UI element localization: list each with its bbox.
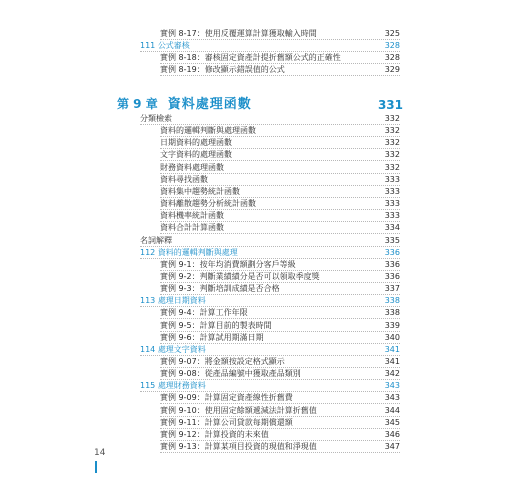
toc-entry-label: 實例 9-08：從產品編號中獲取產品類別	[160, 369, 301, 379]
toc-entry-page: 343	[384, 381, 400, 391]
toc-entry-label: 實例 8-19：修改顯示錯誤值的公式	[160, 65, 285, 75]
toc-entry-label: 實例 9-11：計算公司貸款每期償還額	[160, 417, 293, 427]
toc-entry-label: 資料離散趨勢分析統計函數	[160, 199, 256, 209]
toc-entry-page: 345	[384, 417, 400, 427]
toc-section-entry[interactable]	[140, 344, 400, 356]
toc-entry-label: 資料機率統計函數	[160, 211, 224, 221]
toc-entry-page: 334	[384, 223, 400, 233]
toc-entry-label: 資料的邏輯判斷與處理函數	[160, 126, 256, 136]
toc-entry[interactable]	[160, 125, 400, 137]
toc-entry-page: 325	[384, 29, 400, 38]
toc-entry[interactable]	[160, 259, 400, 271]
toc-entry[interactable]	[160, 198, 400, 210]
toc-entry[interactable]	[160, 392, 400, 404]
toc-entry-page: 332	[384, 114, 400, 123]
toc-entry[interactable]	[160, 429, 400, 441]
toc-entry-label: 實例 9-09：計算固定資產線性折舊費	[160, 393, 293, 403]
toc-entry-page: 333	[384, 199, 400, 209]
toc-entry[interactable]	[160, 210, 400, 222]
chapter-page: 331	[377, 98, 403, 112]
toc-entry-page: 342	[384, 369, 400, 379]
toc-entry-page: 335	[384, 235, 400, 245]
toc-entry-label: 實例 9-13：計算某項目投資的現值和淨現值	[160, 442, 317, 452]
toc-entry[interactable]	[160, 307, 400, 319]
toc-entry-label: 資料尋找函數	[160, 174, 208, 184]
toc-entry-page: 337	[384, 284, 400, 294]
toc-entry-label: 實例 9-1：按年均消費額劃分客戶等級	[160, 259, 296, 269]
toc-entry-label: 實例 9-10：使用固定餘額遞減法計算折舊值	[160, 405, 317, 415]
toc-entry-label: 實例 9-07：將金額按設定格式顯示	[160, 357, 285, 366]
toc-entry-label: 114 處理文字資料	[140, 344, 206, 354]
toc-entry-page: 328	[384, 41, 400, 51]
toc-entry[interactable]	[160, 441, 400, 453]
toc-entry-label: 113 處理日期資料	[140, 296, 206, 306]
toc-entry-page: 346	[384, 429, 400, 439]
toc-entry-page: 333	[384, 186, 400, 196]
toc-entry-page: 344	[384, 405, 400, 415]
toc-entry-label: 實例 9-3：判斷培訓成績是否合格	[160, 284, 280, 294]
toc-entry[interactable]	[160, 64, 400, 76]
toc-entry-page: 336	[384, 247, 400, 257]
toc-entry-page: 336	[384, 259, 400, 269]
page-number: 14	[94, 448, 106, 458]
toc-entry[interactable]	[160, 356, 400, 368]
toc-entry-page: 332	[384, 138, 400, 148]
toc-entry-label: 實例 9-4：計算工作年限	[160, 308, 248, 318]
toc-entry-page: 333	[384, 174, 400, 184]
toc-entry-page: 329	[384, 65, 400, 75]
toc-entry-label: 115 處理財務資料	[140, 381, 206, 391]
toc-entry-page: 339	[384, 320, 400, 330]
toc-entry-page: 341	[384, 344, 400, 354]
chapter-heading[interactable]	[117, 96, 403, 112]
chapter-number: 第 9 章	[117, 97, 158, 111]
toc-entry-label: 實例 9-2：判斷業績績分是否可以領取季度獎	[160, 271, 320, 281]
page-marker-bar	[95, 461, 97, 473]
toc-entry[interactable]	[160, 186, 400, 198]
toc-entry-page: 336	[384, 271, 400, 281]
toc-entry-page: 332	[384, 162, 400, 172]
toc-section-entry[interactable]	[140, 295, 400, 307]
toc-entry-label: 日期資料的處理函數	[160, 138, 232, 148]
toc-entry-page: 341	[384, 357, 400, 366]
toc-entry-label: 資料合計計算函數	[160, 223, 224, 233]
toc-entry[interactable]	[160, 283, 400, 295]
chapter-title: 資料處理函數	[167, 97, 252, 112]
toc-entry-label: 資料集中趨勢統計函數	[160, 186, 240, 196]
toc-entry-page: 338	[384, 296, 400, 306]
toc-entry[interactable]	[160, 222, 400, 234]
toc-entry-label: 名詞解釋	[140, 235, 172, 245]
toc-entry-label: 實例 8-17：使用反覆運算計算獲取輸入時間	[160, 29, 317, 38]
toc-entry-label: 112 資料的邏輯判斷與處理	[140, 247, 238, 257]
toc-section-entry[interactable]	[140, 380, 400, 392]
toc-entry-page: 332	[384, 150, 400, 160]
toc-entry[interactable]	[160, 52, 400, 64]
toc-entry[interactable]	[160, 28, 400, 40]
toc-entry[interactable]	[160, 417, 400, 429]
toc-entry[interactable]	[160, 332, 400, 344]
toc-section-entry[interactable]	[140, 40, 400, 52]
toc-entry-label: 實例 9-5：計算目前的製表時間	[160, 320, 272, 330]
toc-entry-label: 文字資料的處理函數	[160, 150, 232, 160]
toc-entry-label: 分類檢索	[140, 114, 172, 123]
toc-entry-page: 343	[384, 393, 400, 403]
toc-entry[interactable]	[160, 174, 400, 186]
toc-group-entry[interactable]	[140, 113, 400, 125]
toc-entry-page: 347	[384, 442, 400, 452]
toc-entry-page: 340	[384, 332, 400, 342]
toc-group-entry[interactable]	[140, 235, 400, 247]
toc-entry-label: 實例 9-12：計算投資的未來值	[160, 429, 269, 439]
toc-section-entry[interactable]	[140, 247, 400, 259]
toc-entry[interactable]	[160, 162, 400, 174]
toc-entry[interactable]	[160, 271, 400, 283]
toc-entry-label: 實例 8-18：審核固定資產計提折舊額公式的正確性	[160, 53, 341, 63]
toc-entry[interactable]	[160, 137, 400, 149]
toc-entry-page: 332	[384, 126, 400, 136]
toc-entry-page: 328	[384, 53, 400, 63]
toc-entry-page: 338	[384, 308, 400, 318]
toc-entry[interactable]	[160, 405, 400, 417]
toc-entry-label: 實例 9-6：計算試用期滿日期	[160, 332, 264, 342]
toc-entry-label: 111 公式審核	[140, 41, 190, 51]
toc-entry[interactable]	[160, 320, 400, 332]
toc-entry-label: 財務資料處理函數	[160, 162, 224, 172]
toc-entry-page: 333	[384, 211, 400, 221]
toc-entry[interactable]	[160, 149, 400, 161]
toc-entry[interactable]	[160, 368, 400, 380]
